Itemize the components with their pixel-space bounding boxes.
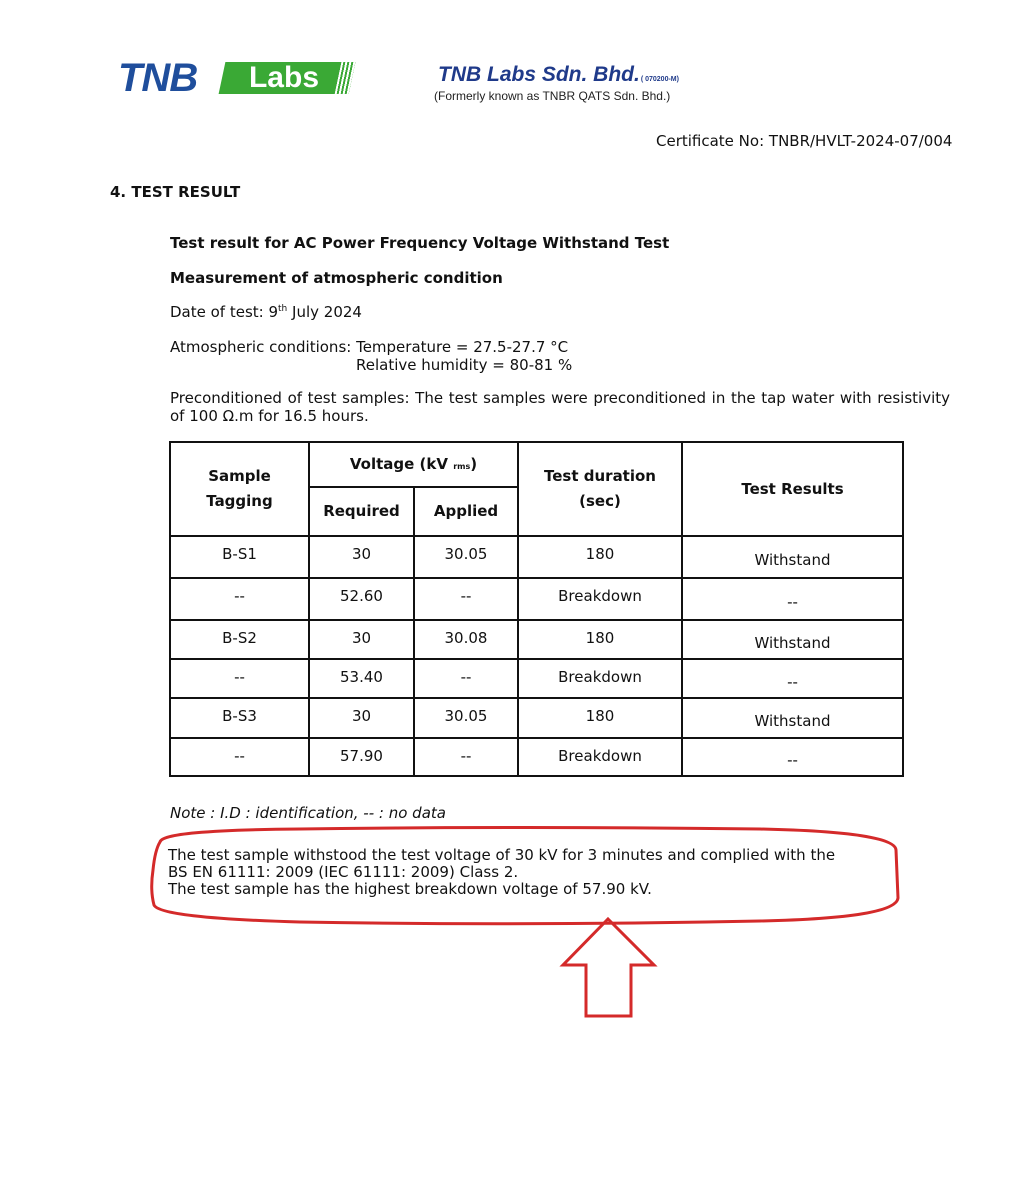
conclusion-line-3: The test sample has the highest breakdown voltage of 57.90 kV. [168,880,652,898]
conclusion-line-2: BS EN 61111: 2009 (IEC 61111: 2009) Class 2. [168,863,519,881]
cell-tag: -- [170,578,309,620]
atmospheric-humidity: Relative humidity = 80-81 % [356,356,573,374]
cell-duration: Breakdown [518,578,682,620]
preconditioning-text: Preconditioned of test samples: The test samples were preconditioned in the tap water with resistivity of 100 Ω.m for 16.5 hours. [170,389,950,425]
cell-duration: 180 [518,698,682,738]
formerly-known-as: (Formerly known as TNBR QATS Sdn. Bhd.) [434,89,671,103]
table-row [170,578,903,620]
date-ordinal: th [278,304,288,314]
result-table [169,441,904,777]
company-name-text: TNB Labs Sdn. Bhd. [438,63,640,86]
cell-tag: B-S2 [170,620,309,659]
table-row [170,536,903,578]
cell-result: Withstand [682,620,903,659]
cell-duration: Breakdown [518,738,682,776]
cell-required: 57.90 [309,738,414,776]
cell-result: Withstand [682,698,903,738]
date-suffix: July 2024 [287,303,362,321]
test-subtitle: Test result for AC Power Frequency Voltage Withstand Test [170,234,670,252]
cell-applied: -- [414,578,518,620]
cell-duration: 180 [518,536,682,578]
date-prefix: Date of test: 9 [170,303,279,321]
cell-result: -- [682,578,903,620]
cell-required: 52.60 [309,578,414,620]
header-voltage: Voltage (kV rms) [309,442,518,487]
logo-labs-text: Labs [248,61,320,94]
atmospheric-temperature: Atmospheric conditions: Temperature = 27.5-27.7 °C [170,338,569,356]
voltage-rms-subscript: rms [453,462,471,472]
header-test-duration: Test duration (sec) [518,442,682,536]
cell-required: 30 [309,536,414,578]
table-note: Note : I.D : identification, -- : no data [170,804,446,822]
measurement-heading: Measurement of atmospheric condition [170,269,503,287]
cell-tag: -- [170,738,309,776]
cell-result: -- [682,659,903,698]
cell-required: 53.40 [309,659,414,698]
cell-tag: B-S1 [170,536,309,578]
conclusion-text [168,847,888,898]
section-title: 4. TEST RESULT [110,183,241,201]
cell-required: 30 [309,698,414,738]
up-arrow-icon [563,919,654,1016]
cell-tag: -- [170,659,309,698]
cell-result: Withstand [682,536,903,578]
table-row [170,738,903,776]
company-reg-no: ( 070200-M) [640,76,679,83]
certificate-number: Certificate No: TNBR/HVLT-2024-07/004 [656,132,953,150]
header-required: Required [309,487,414,536]
cell-applied: 30.05 [414,536,518,578]
cell-applied: 30.05 [414,698,518,738]
cell-applied: 30.08 [414,620,518,659]
cell-duration: 180 [518,620,682,659]
conclusion-line-1: The test sample withstood the test voltage of 30 kV for 3 minutes and complied with the [168,846,836,864]
table-row [170,698,903,738]
header-applied: Applied [414,487,518,536]
cell-applied: -- [414,659,518,698]
cell-required: 30 [309,620,414,659]
cell-result: -- [682,738,903,776]
test-date [170,303,362,321]
cell-duration: Breakdown [518,659,682,698]
header-sample-tagging: Sample Tagging [170,442,309,536]
table-row [170,659,903,698]
cell-applied: -- [414,738,518,776]
table-row [170,620,903,659]
logo-tnb-text: TNB [118,56,198,100]
header-test-results: Test Results [682,442,903,536]
cell-tag: B-S3 [170,698,309,738]
